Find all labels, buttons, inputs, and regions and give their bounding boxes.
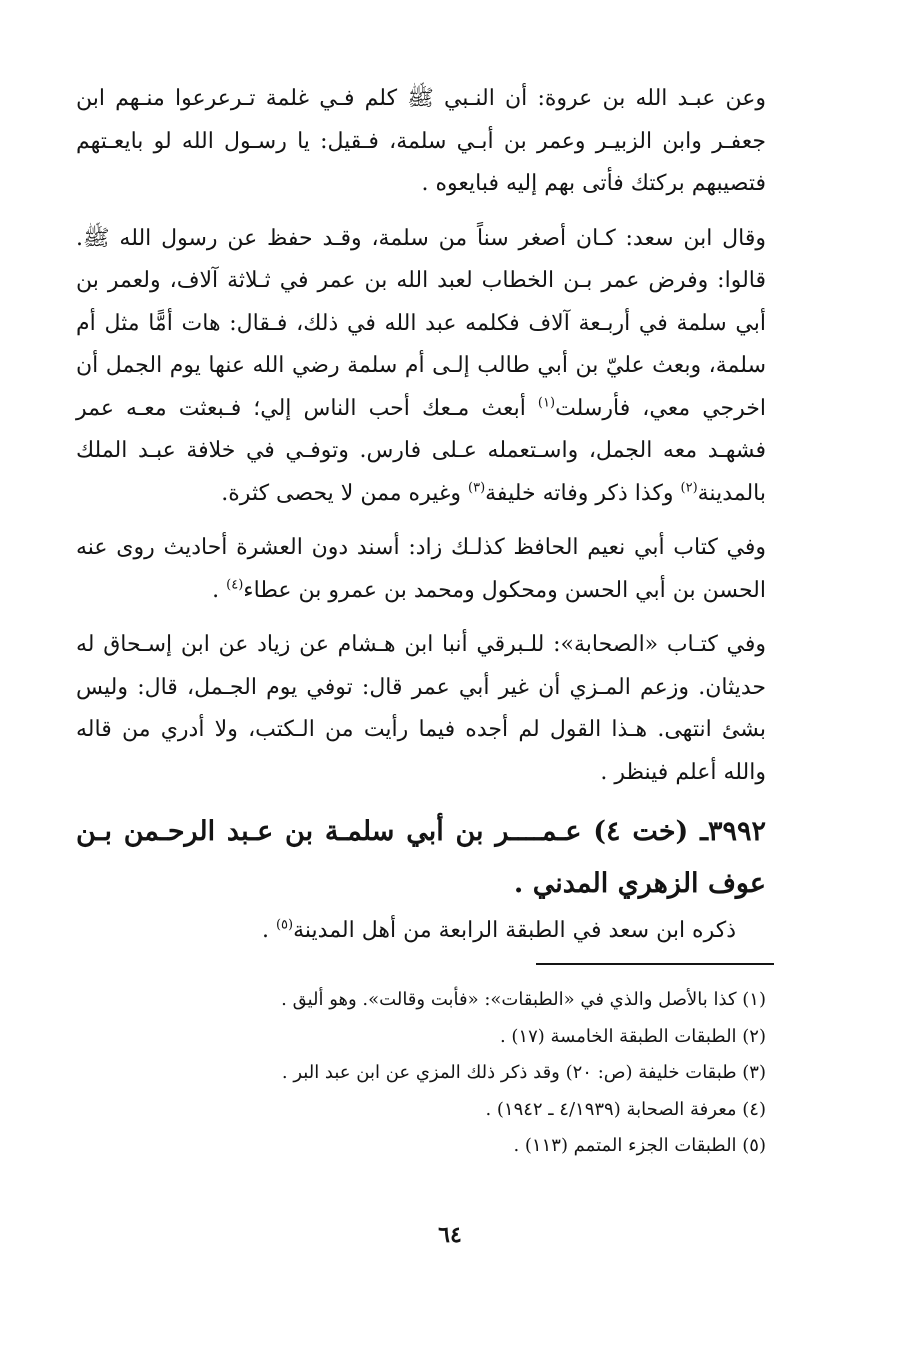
main-text xyxy=(76,78,766,952)
footnote-ref-1: (١) xyxy=(537,395,556,411)
paragraph-1-text: وعن عبـد الله بن عروة: أن النـبي ﷺ كلم فـي غلمة تـرعرعوا منـهم ابن جعفـر وابن الزبيـر وعمر بن أبـي سلمة، فـقيل: يا رسـول الله لو بايعـتهم فتصيبهم بركتك فأتى بهم إليه فبايعوه . xyxy=(76,86,766,196)
paragraph-2 xyxy=(76,218,766,516)
paragraph-3-text-b: . xyxy=(212,577,227,603)
entry-body-text: ذكره ابن سعد في الطبقة الرابعة من أهل المدينة xyxy=(293,918,736,943)
footnotes-list xyxy=(140,982,766,1165)
paragraph-2-text-a: وقال ابن سعد: كـان أصغر سناً من سلمة، وقـد حفظ عن رسول الله ﷺ. قالوا: وفرض عمر بـن الخطاب لعبد الله بن عمر في ثـلاثة آلاف، ولعمر بن أبي سلمة في أربـعة آلاف فكلمه عبد الله في ذلك، فـقال: هات أمًّا مثل أم سلمة، وبعث عليّ بن أبي طالب إلـى أم سلمة رضي الله عنها يوم الجمل أن اخرجي معي، فأرسلت xyxy=(76,225,766,421)
footnote-4: (٤) معرفة الصحابة (٤/١٩٣٩ ـ ١٩٤٢) . xyxy=(485,1098,766,1120)
paragraph-2-text-d: وغيره ممن لا يحصى كثرة. xyxy=(221,480,468,506)
footnote-ref-2: (٢) xyxy=(680,480,698,496)
paragraph-1 xyxy=(76,78,766,206)
paragraph-3 xyxy=(76,527,766,612)
footnote-5: (٥) الطبقات الجزء المتمم (١١٣) . xyxy=(513,1135,766,1156)
entry-body-end: . xyxy=(261,918,276,943)
footnote-1: (١) كذا بالأصل والذي في «الطبقات»: «فأبت وقالت». وهو أليق . xyxy=(281,989,766,1010)
entry-heading: ٣٩٩٢ـ (خت ٤) عـمــــر بن أبي سلمـة بن عـبد الرحـمن بـن عوف الزهري المدني . xyxy=(76,816,767,899)
footnote-ref-5: (٥) xyxy=(275,917,294,933)
paragraph-4-text: وفي كتـاب «الصحابة»: للـبرقي أنبا ابن هـشام عن زياد عن ابن إسـحاق له حديثان. وزعم المـزي أن غير أبي عمر قال: توفي يوم الجـمل، قال: وليس بشئ انتهى. هـذا القول لم أجده فيما رأيت من الـكتب، ولا أدري من قاله والله أعلم فينظر . xyxy=(76,632,766,785)
paragraph-2-text-b: أبعث مـعك أحب الناس إلي؛ فـبعثت معـه عمر فشهـد معه الجمل، واسـتعمله عـلى فارس. وتوفـي في خلافة عبـد الملك بالمدينة xyxy=(76,395,766,506)
paragraph-4 xyxy=(76,624,766,794)
paragraph-2-text-c: وكذا ذكر وفاته خليفة xyxy=(485,480,681,506)
footnote-separator xyxy=(536,963,774,965)
footnote-2: (٢) الطبقات الطبقة الخامسة (١٧) . xyxy=(499,1025,766,1047)
footnote-3: (٣) طبقات خليفة (ص: ٢٠) وقد ذكر ذلك المزي عن ابن عبد البر . xyxy=(281,1062,766,1083)
page-number: ٦٤ xyxy=(438,1222,462,1248)
footnote-ref-4: (٤) xyxy=(226,577,244,593)
footnote-ref-3: (٣) xyxy=(468,480,486,496)
paragraph-3-text-a: وفي كتاب أبي نعيم الحافظ كذلـك زاد: أسند دون العشرة أحاديث روى عنه الحسن بن أبي الحسن ومحكول ومحمد بن عمرو بن عطاء xyxy=(76,535,766,603)
entry-body xyxy=(76,910,766,952)
